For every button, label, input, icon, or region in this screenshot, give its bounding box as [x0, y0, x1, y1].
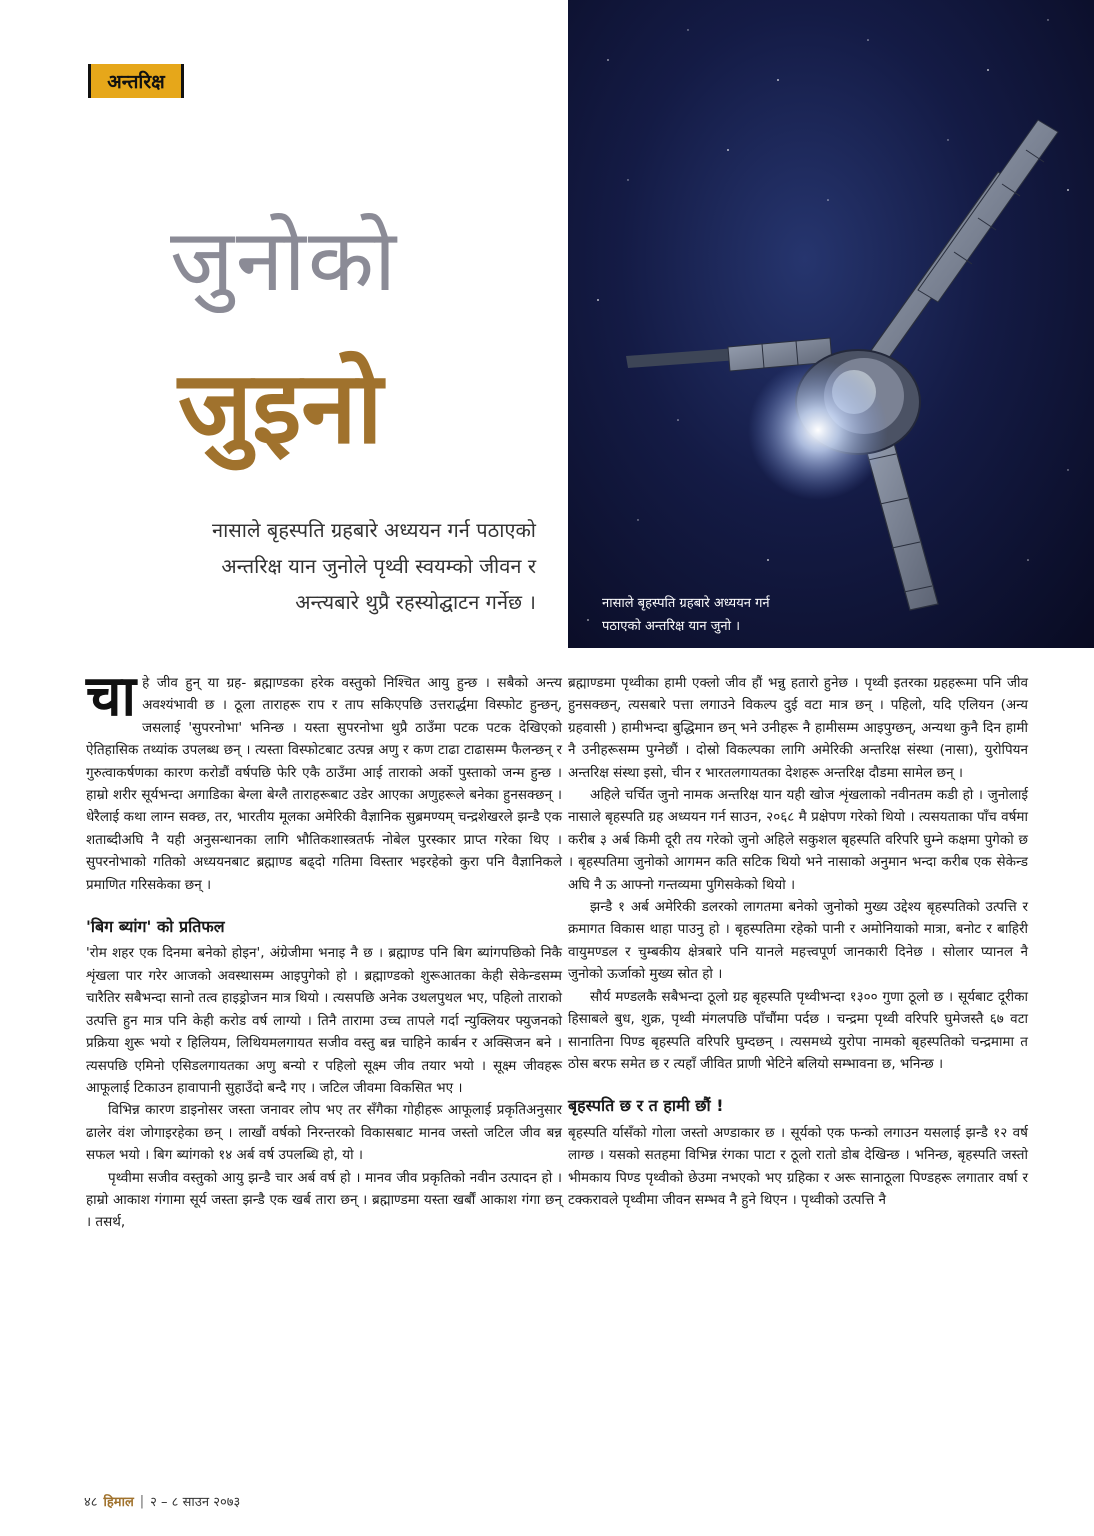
- paragraph-text: हे जीव हुन् या ग्रह- ब्रह्माण्डका हरेक वस्तुको निश्चित आयु हुन्छ । सबैको अन्त्य अवश्यंभावी छ । ठूला ताराहरू राप र ताप सकिएपछि उत्तरार्द्धमा विस्फोट हुन्छन्, जसलाई 'सुपरनोभा' भनिन्छ । यस्ता सुपरनोभा थुप्रै ठाउँमा पटक पटक देखिएको ऐतिहासिक तथ्यांक उपलब्ध छन् । त्यस्ता विस्फोटबाट उत्पन्न अणु र कण टाढा टाढासम्म फैलन्छन् र गुरुत्वाकर्षणका कारण करोडौं वर्षपछि फेरि एकै ठाउँमा आई ताराको अर्को पुस्ताको जन्म हुन्छ । हाम्रो शरीर सूर्यभन्दा अगाडिका बेग्ला बेग्लै ताराहरूबाट उडेर आएका अणुहरूले बनेका हुनसक्छन् । धेरैलाई कथा लाग्न सक्छ, तर, भारतीय मूलका अमेरिकी वैज्ञानिक सुब्रमण्यम् चन्द्रशेखरले झन्डै एक शताब्दीअघि नै यही अनुसन्धानका लागि भौतिकशास्त्रतर्फ नोबेल पुरस्कार प्राप्त गरेका थिए । सुपरनोभाको गतिको अध्ययनबाट ब्रह्माण्ड बढ्दो गतिमा विस्तार भइरहेको कुरा पनि वैज्ञानिकले प्रमाणित गरिसकेका छन् ।: [86, 675, 562, 893]
- caption-line: पठाएको अन्तरिक्ष यान जुनो ।: [602, 619, 741, 634]
- paragraph: ब्रह्माण्डमा पृथ्वीका हामी एक्लो जीव हौं भन्नु हतारो हुनेछ । पृथ्वी इतरका ग्रहहरूमा पनि जीव हुनसक्छन्, त्यसबारे पत्ता लगाउने विकल्प दुई वटा मात्र छन् । पहिलो, यदि एलियन (अन्य ग्रहवासी ) हामीभन्दा बुद्धिमान छन् भने उनीहरू नै हामीसम्म आइपुग्छन्, अन्यथा कुनै दिन हामी नै उनीहरूसम्म पुग्नेछौं । दोस्रो विकल्पका लागि अमेरिकी अन्तरिक्ष संस्था (नासा), युरोपियन अन्तरिक्ष संस्था इसो, चीन र भारतलगायतका देशहरू अन्तरिक्ष दौडमा सामेल छन् ।: [568, 675, 1028, 781]
- paragraph: विभिन्न कारण डाइनोसर जस्ता जनावर लोप भए तर सँगैका गोहीहरू आफूलाई प्रकृतिअनुसार ढालेर वंश जोगाइरहेका छन् । लाखौं वर्षको निरन्तरको विकासबाट मानव जस्तो जटिल जीव बन्न सफल भयो । बिग ब्यांगको १४ अर्ब वर्ष उपलब्धि हो, यो ।: [86, 1102, 562, 1164]
- footer-separator: |: [139, 1493, 145, 1509]
- magazine-name: हिमाल: [103, 1495, 134, 1510]
- drop-cap: चा: [86, 664, 137, 729]
- paragraph: पृथ्वीमा सजीव वस्तुको आयु झन्डै चार अर्ब वर्ष हो । मानव जीव प्रकृतिको नवीन उत्पादन हो । हाम्रो आकाश गंगामा सूर्य जस्ता झन्डै एक खर्ब तारा छन् । ब्रह्माण्डमा यस्ता खर्बौं आकाश गंगा छन् । तसर्थ,: [86, 1169, 562, 1231]
- standfirst-line: नासाले बृहस्पति ग्रहबारे अध्ययन गर्न पठाएको: [212, 518, 536, 542]
- headline-line-2: जुइनो: [178, 349, 383, 466]
- paragraph: [86, 664, 562, 896]
- article-column-right: [568, 672, 1028, 1211]
- caption-line: नासाले बृहस्पति ग्रहबारे अध्ययन गर्न: [602, 596, 770, 611]
- page-footer: [84, 1492, 240, 1510]
- subheading: 'बिग ब्यांग' को प्रतिफल: [86, 917, 225, 937]
- photo-caption: [602, 592, 862, 638]
- paragraph: बृहस्पति र्यासँको गोला जस्तो अण्डाकार छ । सूर्यको एक फन्को लगाउन यसलाई झन्डै १२ वर्ष लाग्छ । यसको सतहमा विभिन्न रंगका पाटा र ठूलो रातो डोब देखिन्छ । भनिन्छ, बृहस्पति जस्तो भीमकाय पिण्ड पृथ्वीको छेउमा नभएको भए ग्रहिका र अरू सानाठूला पिण्डहरू लगातार वर्षा र टक्करावले पृथ्वीमा जीवन सम्भव नै हुने थिएन । पृथ्वीको उत्पत्ति नै: [568, 1124, 1028, 1208]
- standfirst: [96, 512, 536, 620]
- paragraph: झन्डै १ अर्ब अमेरिकी डलरको लागतमा बनेको जुनोको मुख्य उद्देश्य बृहस्पतिको उत्पत्ति र क्रमागत विकास थाहा पाउनु हो । बृहस्पतिमा रहेको पानी र अमोनियाको मात्रा, बनोट र बाहिरी वायुमण्डल र चुम्बकीय क्षेत्रबारे पनि यानले महत्त्वपूर्ण जानकारी दिनेछ । सोलार प्यानल नै जुनोको ऊर्जाको मुख्य स्रोत हो ।: [568, 899, 1028, 983]
- juno-spacecraft-illustration: [568, 0, 1094, 648]
- paragraph: सौर्य मण्डलकै सबैभन्दा ठूलो ग्रह बृहस्पति पृथ्वीभन्दा १३०० गुणा ठूलो छ । सूर्यबाट दूरीका हिसाबले बुध, शुक्र, पृथ्वी मंगलपछि पाँचौंमा पर्दछ । चन्द्रमा पृथ्वी वरिपरि घुमेजस्तै ६७ वटा सानातिना पिण्ड बृहस्पति वरिपरि घुम्दछन् । त्यसमध्ये युरोपा नामको बृहस्पतिको चन्द्रमामा त ठोस बरफ समेत छ र त्यहाँ जीवित प्राणी भेटिने बलियो सम्भावना छ, भनिन्छ ।: [568, 988, 1028, 1072]
- section-tag: अन्तरिक्ष: [88, 64, 184, 98]
- spacecraft-photo: [568, 0, 1094, 648]
- paragraph: 'रोम शहर एक दिनमा बनेको होइन', अंग्रेजीमा भनाइ नै छ । ब्रह्माण्ड पनि बिग ब्यांगपछिको निकै शृंखला पार गरेर आजको अवस्थासम्म आइपुगेको हो । ब्रह्माण्डको शुरूआतका केही सेकेन्डसम्म चारैतिर सबैभन्दा सानो तत्व हाइड्रोजन मात्र थियो । त्यसपछि अनेक उथलपुथल भए, पहिलो ताराको उत्पत्ति हुन मात्र पनि केही करोड वर्ष लाग्यो । तिनै तारामा उच्च तापले गर्दा न्युक्लियर फ्युजनको प्रक्रिया शुरू भयो र हिलियम, लिथियमलगायत सजीव वस्तु बन्न चाहिने कार्बन र अक्सिजन बने । त्यसपछि एमिनो एसिडलगायतका अणु बन्यो र पहिलो सूक्ष्म जीव तयार भयो । सूक्ष्म जीवहरू आफूलाई टिकाउन हावापानी सुहाउँदो बन्दै गए । जटिल जीवमा विकसित भए ।: [86, 945, 562, 1096]
- issue-date: २ – ८ साउन २०७३: [150, 1495, 241, 1510]
- standfirst-line: अन्तरिक्ष यान जुनोले पृथ्वी स्वयम्को जीवन र: [221, 554, 536, 578]
- standfirst-line: अन्त्यबारे थुप्रै रहस्योद्घाटन गर्नेछ ।: [295, 590, 536, 614]
- headline-line-1: जुनोको: [170, 211, 399, 311]
- page-number: ४८: [84, 1495, 98, 1510]
- subheading: बृहस्पति छ र त हामी छौं !: [568, 1096, 724, 1116]
- paragraph: अहिले चर्चित जुनो नामक अन्तरिक्ष यान यही खोज शृंखलाको नवीनतम कडी हो । जुनोलाई नासाले बृहस्पति ग्रह अध्ययन गर्न साउन, २०६८ मै प्रक्षेपण गरेको थियो । त्यसयताका पाँच वर्षमा करीब ३ अर्ब किमी दूरी तय गरेको जुनो अहिले सकुशल बृहस्पति वरिपरि घुम्ने कक्षमा पुगेको छ । बृहस्पतिमा जुनोको आगमन कति सटिक थियो भने नासाको अनुमान भन्दा करीब एक सेकेन्ड अघि नै ऊ आफ्नो गन्तव्यमा पुगिसकेको थियो ।: [568, 787, 1028, 893]
- article-column-left: [86, 664, 562, 1234]
